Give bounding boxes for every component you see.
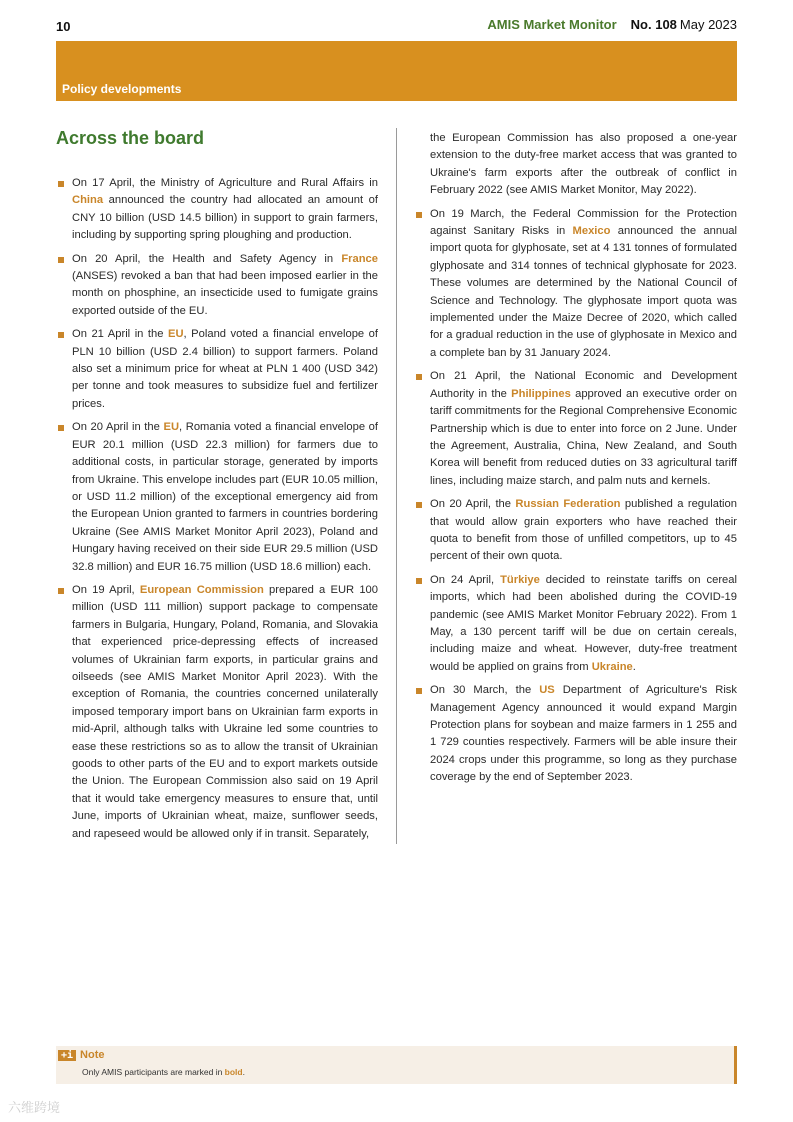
bullet-item — [416, 368, 737, 490]
item-text: On 24 April, — [430, 573, 501, 586]
country-highlight: US — [539, 684, 555, 697]
country-highlight: China — [72, 194, 104, 207]
item-text: Department of Agriculture's Risk Management Agency announced it would expand Margin Protection plans for soybean and maize farmers in 1 255 and 1 729 counties respectively. Farmers will be able insure their 2024 crops under this programme, so long as they purchase coverage by the end of September 2023. — [430, 684, 737, 784]
country-highlight: EU — [163, 421, 180, 434]
item-text: On 19 April, — [72, 583, 140, 596]
note-text-bold: bold — [224, 1067, 243, 1077]
item-text: , Poland voted a financial envelope of PLN 10 billion (USD 2.4 billion) to support farmers. Poland also set a minimum price for wheat at PLN 1 400 (USD 342) per tonne and took measures to subsidize fuel and fertilizer prices. — [72, 328, 378, 410]
section-banner — [56, 41, 737, 101]
info-plus-icon: +i — [58, 1050, 76, 1061]
item-text: On 20 April, the Health and Safety Agency in — [72, 252, 342, 265]
country-highlight: Russian Federation — [515, 498, 621, 511]
note-box — [56, 1046, 737, 1084]
item-text: approved an executive order on tariff commitments for the Regional Comprehensive Economic Partnership which is due to enter into force on 2 June. Under the Agreement, Australia, China, New Zealand, and South Korea will benefit from reduced duties on 33 agricultural tariff lines, including maize starch, and palm nuts and kernels. — [430, 387, 737, 487]
item-text: On 20 April in the — [72, 421, 164, 434]
country-highlight: European Commission — [139, 583, 264, 596]
item-text: prepared a EUR 100 million (USD 111 million) support package to compensate farmers in Bulgaria, Hungary, Poland, Romania, and Slovakia that experienced price-depressing effects of increased volumes of Ukrainian farm exports, in particular grains and oilseeds (see AMIS Market Monitor April 2023). With the exception of Romania, the countries concerned unilaterally imposed temporary import bans on Ukrainian farm exports in mid-April, although talks with Ukraine led some countries to ease these restrictions so as to allow the transit of Ukrainian goods to other parts of the EU and to export markets outside the Union. The European Commission also said on 19 April that it would take emergency measures to ensure that, until June, imports of Ukrainian wheat, maize, sunflower seeds, and rapeseed would be allowed only if in transit. Separately, — [72, 583, 378, 840]
note-title: Note — [80, 1049, 105, 1061]
note-text-after: . — [242, 1067, 245, 1077]
publication-title — [487, 17, 737, 32]
note-header — [58, 1049, 105, 1061]
publication-name: AMIS Market Monitor — [487, 17, 617, 32]
country-highlight: EU — [168, 328, 184, 341]
item-text: the European Commission has also proposed a one-year extension to the duty-free market access that was granted to Ukraine's farm exports after the outbreak of conflict in February 2022 (see AMIS Market Monitor, May 2022). — [430, 132, 737, 197]
country-highlight: Philippines — [511, 387, 571, 400]
left-column — [58, 175, 378, 849]
item-text: announced the annual import quota for glyphosate, set at 4 131 tonnes of formulated glyphosate and 314 tonnes of technical glyphosate for 2023. These volumes are determined by the National Council of Science and Technology. The glyphosate import quota was implemented under the Maize Decree of 2020, which called for a gradual reduction in the use of glyphosate in Mexico and a complete ban by 31 January 2024. — [430, 225, 738, 359]
bullet-item — [416, 572, 737, 676]
bullet-item — [416, 682, 737, 786]
bullet-item — [58, 326, 378, 413]
note-text — [82, 1067, 245, 1077]
column-divider — [396, 128, 397, 844]
bullet-item — [58, 251, 378, 321]
banner-label: Policy developments — [62, 82, 182, 96]
country-highlight: Mexico — [572, 225, 611, 238]
page-number: 10 — [56, 19, 71, 34]
item-text: decided to reinstate tariffs on cereal imports, which had been abolished during the COVID-19 pandemic (see AMIS Market Monitor February 2022). From 1 May, a 130 percent tariff will be due on certain cereals, including maize and wheat. However, duty-free treatment would be applied on grains from — [430, 573, 737, 673]
item-text: On 17 April, the Ministry of Agriculture and Rural Affairs in — [72, 177, 378, 189]
item-text: announced the country had allocated an amount of CNY 10 billion (USD 14.5 billion) in support to grain farmers, including by supporting spring ploughing and production. — [72, 194, 378, 242]
right-column — [416, 130, 737, 793]
item-text: On 30 March, the — [430, 684, 540, 697]
item-text: . — [632, 660, 636, 673]
bullet-item — [416, 496, 737, 566]
item-text: On 21 April, the National Economic and Development Authority in the — [430, 370, 737, 400]
bullet-item-continued — [416, 130, 737, 200]
note-text-before: Only AMIS participants are marked in — [82, 1067, 225, 1077]
item-text: published a regulation that would allow grain exporters who have reached their quota to benefit from those of unfilled competitors, up to 45 percent of their own quota. — [430, 498, 737, 563]
country-highlight: France — [341, 252, 378, 265]
country-highlight: Ukraine — [591, 660, 633, 673]
country-highlight: Türkiye — [500, 573, 540, 586]
bullet-item — [58, 582, 378, 843]
item-text: (ANSES) revoked a ban that had been imposed earlier in the month on phosphine, an insecticide used to fumigate grains exported outside of the EU. — [72, 270, 378, 317]
item-text: On 20 April, the — [430, 498, 516, 511]
bullet-item — [58, 175, 378, 245]
section-title: Across the board — [56, 128, 205, 148]
item-text: On 21 April in the — [72, 328, 168, 341]
page-header — [0, 0, 793, 44]
bullet-item — [416, 206, 737, 363]
bullet-item — [58, 419, 378, 576]
watermark: 六维跨境 — [8, 1101, 61, 1116]
item-text: On 19 March, the Federal Commission for the Protection against Sanitary Risks in — [430, 207, 737, 238]
issue-number: No. 108 — [630, 17, 677, 32]
item-text: , Romania voted a financial envelope of EUR 20.1 million (USD 22.3 million) for farmers due to additional costs, in particular storage, generated by imports from Ukraine. This envelope includes part (EUR 10.05 million, or USD 11.2 million) of the exceptional emergency aid from the European Union granted to farmers in countries bordering Ukraine (See AMIS Market Monitor April 2023), Poland and Hungary having received on their side EUR 29.5 million (USD 32.8 million) and EUR 16.75 million (USD 18.6 million) each. — [72, 421, 378, 573]
issue-date: May 2023 — [679, 17, 737, 32]
